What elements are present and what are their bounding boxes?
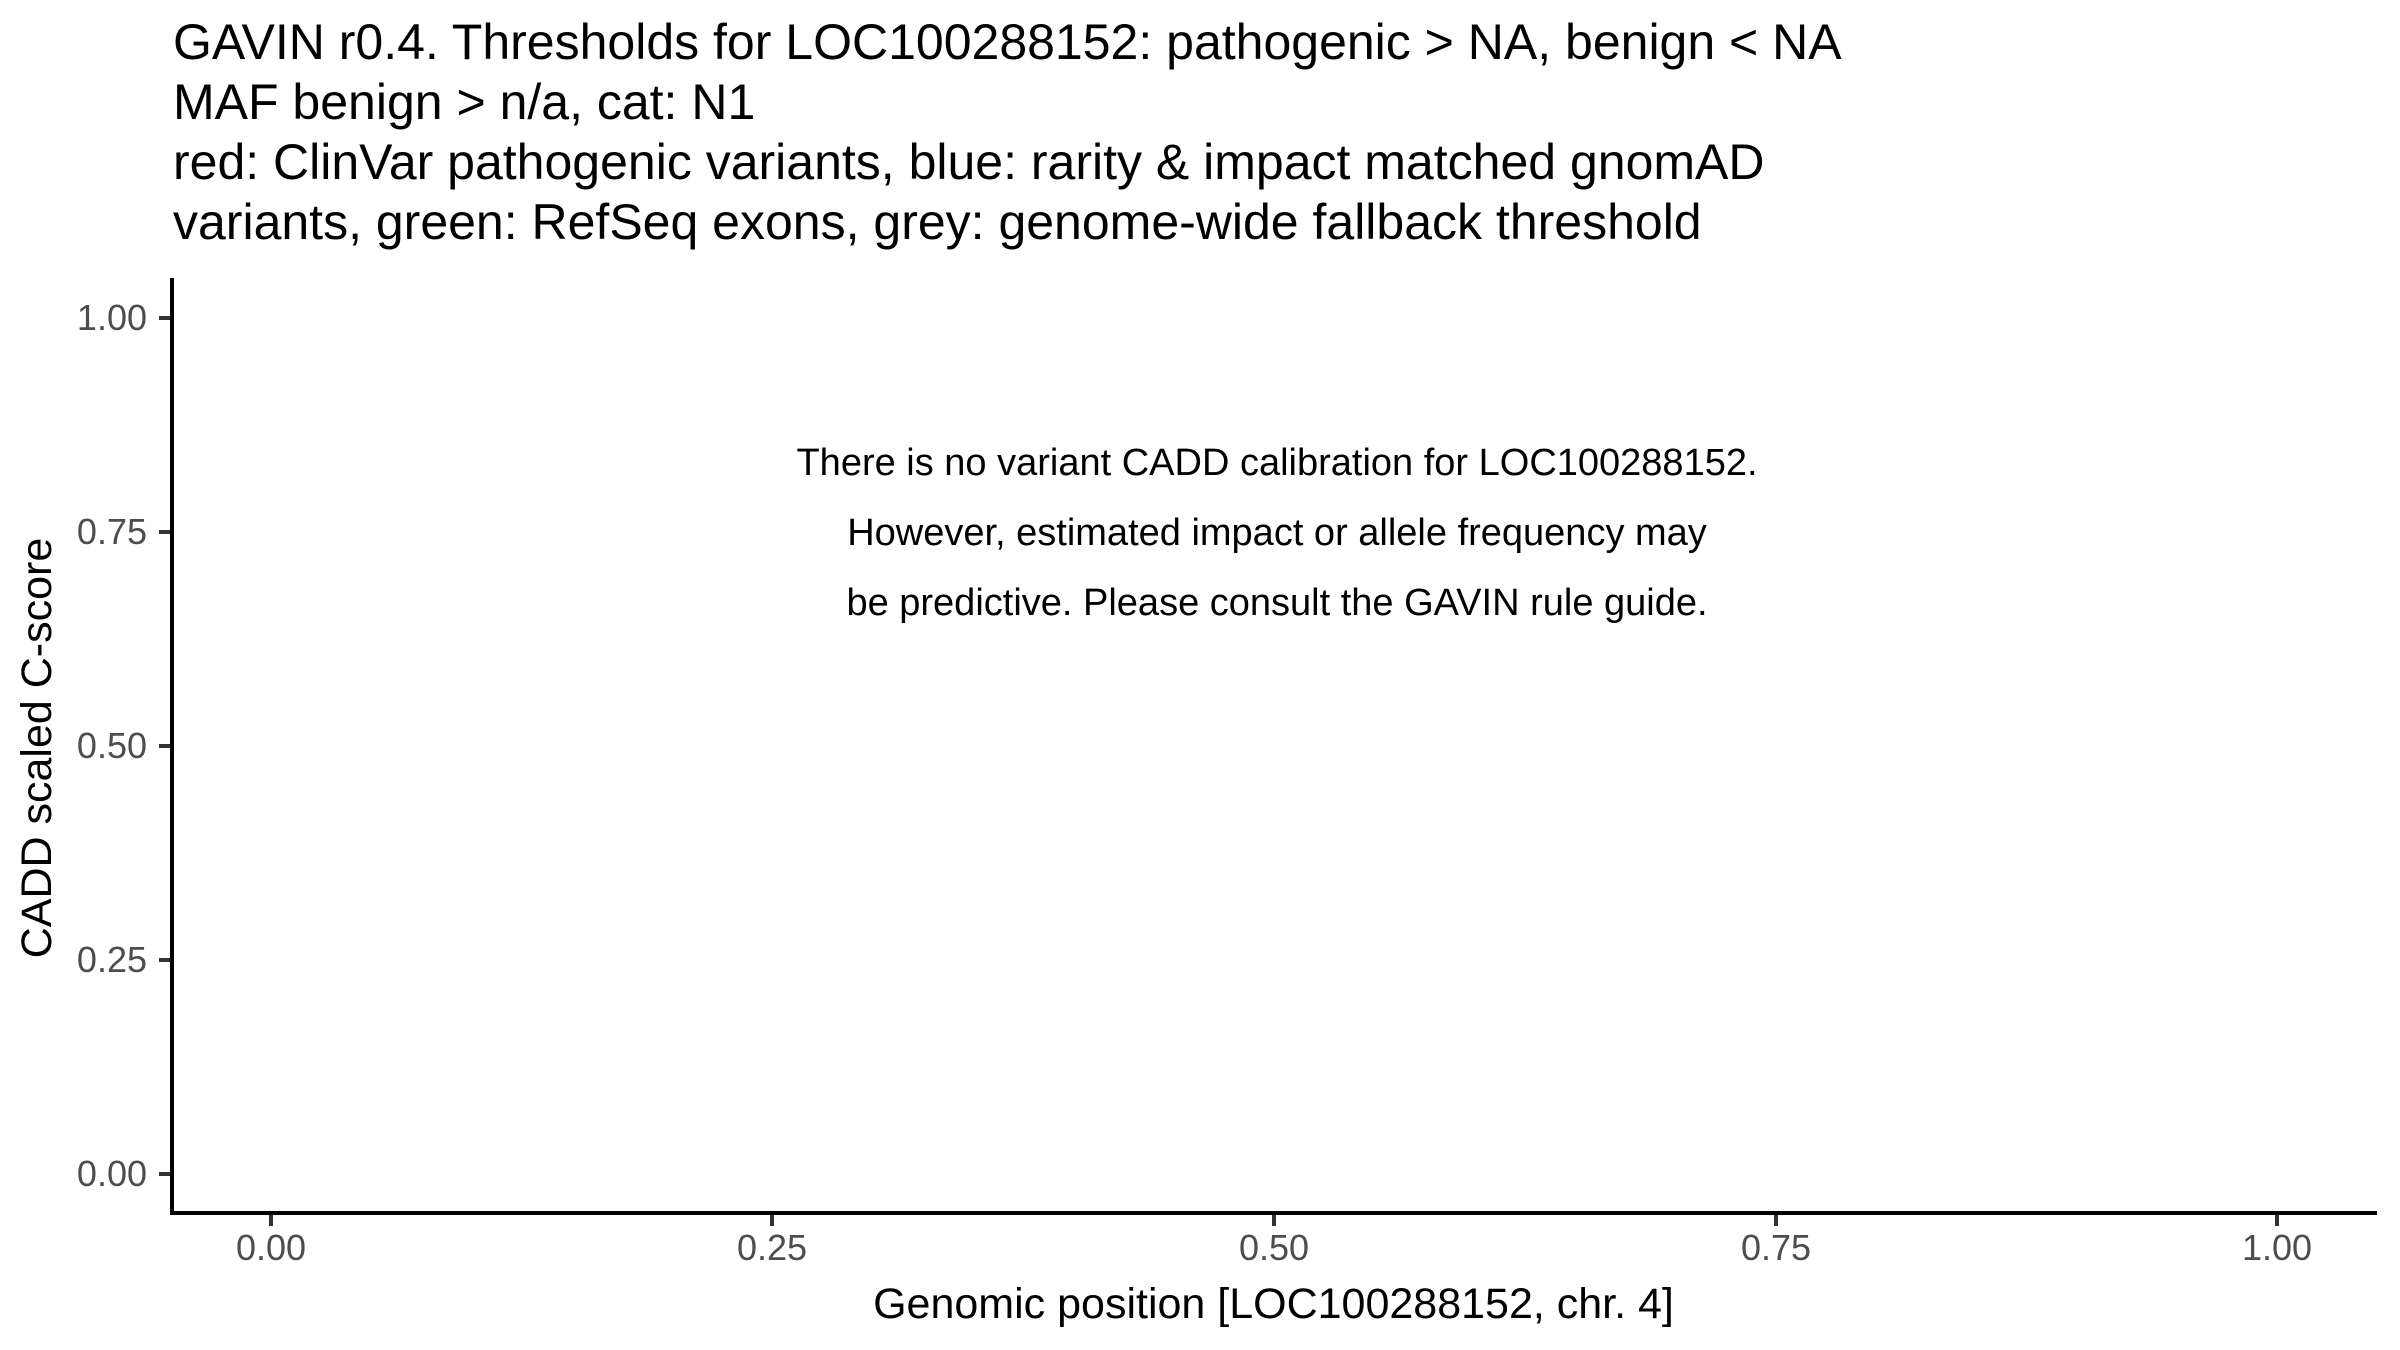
- chart-title: [173, 12, 1842, 252]
- x-tick-label: 1.00: [2241, 1227, 2313, 1268]
- y-axis-tick: [159, 744, 170, 748]
- x-axis-tick: [269, 1215, 273, 1226]
- y-axis-tick: [159, 958, 170, 962]
- y-tick-label: 0.50: [76, 725, 147, 766]
- chart-title-line-4: variants, green: RefSeq exons, grey: genome-wide fallback threshold: [173, 194, 1702, 250]
- y-tick-label: 0.00: [76, 1153, 147, 1194]
- annotation-line-3: be predictive. Please consult the GAVIN rule guide.: [846, 582, 1708, 624]
- x-axis-tick: [770, 1215, 774, 1226]
- x-axis-tick: [2275, 1215, 2279, 1226]
- chart-title-line-1: GAVIN r0.4. Thresholds for LOC100288152: pathogenic > NA, benign < NA: [173, 14, 1842, 70]
- x-tick-label: 0.25: [736, 1227, 808, 1268]
- y-axis-tick: [159, 530, 170, 534]
- chart-title-line-2: MAF benign > n/a, cat: N1: [173, 74, 756, 130]
- x-axis-tick: [1774, 1215, 1778, 1226]
- chart-title-line-3: red: ClinVar pathogenic variants, blue: rarity & impact matched gnomAD: [173, 134, 1765, 190]
- annotation-line-1: There is no variant CADD calibration for LOC100288152.: [796, 442, 1758, 484]
- x-tick-label: 0.50: [1238, 1227, 1310, 1268]
- y-tick-label: 1.00: [76, 297, 147, 338]
- y-axis-tick: [159, 316, 170, 320]
- y-tick-label: 0.25: [76, 939, 147, 980]
- y-axis-title: CADD scaled C-score: [13, 537, 61, 959]
- x-tick-label: 0.75: [1740, 1227, 1812, 1268]
- y-tick-label: 0.75: [76, 511, 147, 552]
- plot-panel: [170, 278, 2377, 1215]
- x-tick-label: 0.00: [235, 1227, 307, 1268]
- annotation-line-2: However, estimated impact or allele frequency may: [847, 512, 1707, 554]
- no-calibration-annotation: [427, 428, 2127, 638]
- x-axis-tick: [1272, 1215, 1276, 1226]
- y-axis-tick: [159, 1172, 170, 1176]
- x-axis-title: Genomic position [LOC100288152, chr. 4]: [873, 1280, 1674, 1328]
